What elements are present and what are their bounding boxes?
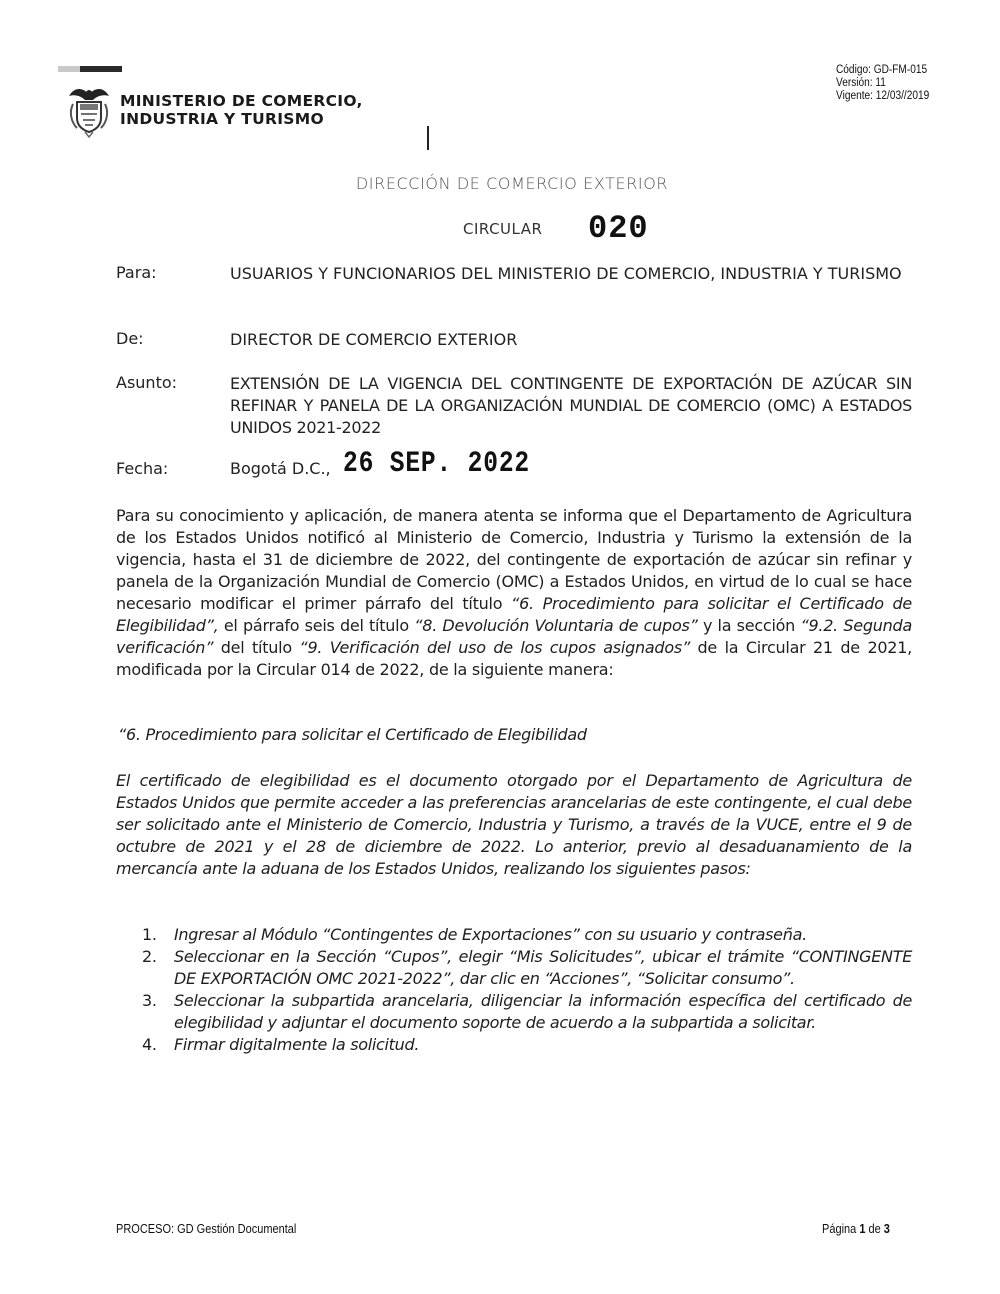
step-item	[140, 1034, 912, 1056]
page-number	[822, 1222, 890, 1236]
vigente-text: Vigente: 12/03//2019	[836, 90, 930, 102]
intro-ref-2: “8. Devolución Voluntaria de cupos”	[414, 616, 698, 635]
scan-artifact-bar	[58, 66, 122, 72]
intro-paragraph	[116, 505, 912, 681]
page-total: 3	[883, 1222, 890, 1236]
document-control-box	[836, 64, 929, 103]
intro-text-3: y la sección	[697, 616, 801, 635]
step-number: 3.	[142, 991, 157, 1010]
date-stamp: 26 SEP. 2022	[343, 447, 530, 481]
asunto-value: EXTENSIÓN DE LA VIGENCIA DEL CONTINGENTE DE EXPORTACIÓN DE AZÚCAR SIN REFINAR Y PANELA DE LA ORGANIZACIÓN MUNDIAL DE COMERCIO (OMC) A ESTADOS UNIDOS 2021-2022	[230, 374, 912, 437]
steps-list	[140, 924, 912, 1056]
codigo-text: Código: GD-FM-015	[836, 64, 928, 76]
asunto-label: Asunto:	[116, 373, 178, 392]
step-text: Ingresar al Módulo “Contingentes de Exportaciones” con su usuario y contraseña.	[174, 925, 807, 944]
intro-text-2: el párrafo seis del título	[218, 616, 415, 635]
department-heading-text: DIRECCIÓN DE COMERCIO EXTERIOR	[355, 174, 669, 193]
footer-proceso: PROCESO: GD Gestión Documental	[116, 1222, 297, 1236]
fecha-place: Bogotá D.C.,	[230, 459, 331, 478]
de-label: De:	[116, 329, 144, 348]
section-paragraph: El certificado de elegibilidad es el documento otorgado por el Departamento de Agricultura de Estados Unidos que permite acceder a las preferencias arancelarias de este contingente, el cual debe ser solicitado ante el Ministerio de Comercio, Industria y Turismo, a través de la VUCE, entre el 9 de octubre de 2021 y el 28 de diciembre de 2022. Lo anterior, previo al desaduanamiento de la mercancía ante la aduana de los Estados Unidos, realizando los siguientes pasos:	[116, 771, 912, 878]
intro-ref-3: “9.2. Segunda verificación”	[116, 616, 913, 657]
version-text: Versión: 11	[836, 77, 886, 89]
step-text: Firmar digitalmente la solicitud.	[174, 1035, 420, 1054]
fecha-label: Fecha:	[116, 459, 169, 478]
de-value: DIRECTOR DE COMERCIO EXTERIOR	[230, 330, 518, 349]
page-current: 1	[859, 1222, 866, 1236]
page-prefix: Página	[822, 1222, 860, 1236]
step-item	[140, 990, 912, 1034]
step-number: 2.	[142, 947, 157, 966]
para-value: USUARIOS Y FUNCIONARIOS DEL MINISTERIO DE COMERCIO, INDUSTRIA Y TURISMO	[230, 264, 902, 283]
circular-label: CIRCULAR	[463, 220, 543, 238]
ministry-name-line1: MINISTERIO DE COMERCIO,	[120, 92, 363, 110]
intro-ref-4: “9. Verificación del uso de los cupos asignados”	[299, 638, 690, 657]
intro-text-1: Para su conocimiento y aplicación, de manera atenta se informa que el Departamento de Agricultura de los Estados Unidos notificó al Ministerio de Comercio, Industria y Turismo la extensión de la vigencia, hasta el 31 de diciembre de 2022, del contingente de exportación de azúcar sin refinar y panela de la Organización Mundial de Comercio (OMC) a Estados Unidos, en virtud de lo cual se hace necesario modificar el primer párrafo del título	[116, 506, 912, 613]
step-number: 1.	[142, 925, 157, 944]
ministry-name-line2: INDUSTRIA Y TURISMO	[120, 110, 324, 128]
intro-text-4: del título	[213, 638, 300, 657]
step-item	[140, 946, 912, 990]
scan-artifact-light	[58, 66, 80, 72]
intro-ref-1: “6. Procedimiento para solicitar el Certificado de Elegibilidad”,	[116, 594, 913, 635]
ministry-name	[120, 92, 363, 128]
page-mid: de	[865, 1222, 884, 1236]
colombia-coat-of-arms-icon	[63, 82, 115, 138]
circular-number: 020	[588, 210, 649, 247]
step-text: Seleccionar la subpartida arancelaria, diligenciar la información específica del certificado de elegibilidad y adjuntar el documento soporte de acuerdo a la subpartida a solicitar.	[174, 991, 912, 1032]
para-label: Para:	[116, 263, 157, 282]
step-item	[140, 924, 912, 946]
step-number: 4.	[142, 1035, 157, 1054]
department-heading	[0, 174, 1000, 193]
intro-text-5: de la Circular 21 de 2021, modificada por la Circular 014 de 2022, de la siguiente manera:	[116, 638, 912, 679]
section-title: “6. Procedimiento para solicitar el Certificado de Elegibilidad	[118, 725, 587, 744]
step-text: Seleccionar en la Sección “Cupos”, elegir “Mis Solicitudes”, ubicar el trámite “CONTINGENTE DE EXPORTACIÓN OMC 2021-2022”, dar clic en “Acciones”, “Solicitar consumo”.	[174, 947, 912, 988]
scan-artifact-dark	[80, 66, 122, 72]
scan-mark-line	[427, 126, 429, 150]
